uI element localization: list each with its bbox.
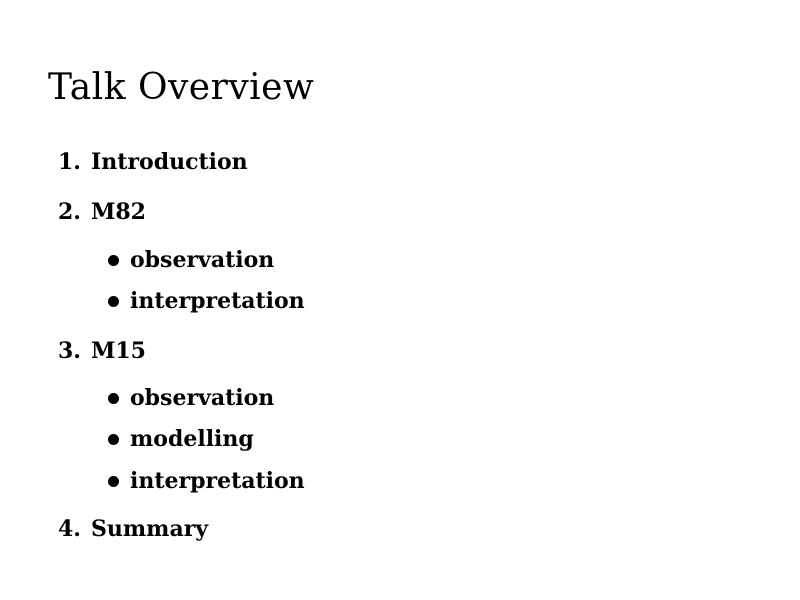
bullet-icon bbox=[108, 393, 119, 404]
subitem-label: observation bbox=[130, 385, 275, 411]
item-label: Introduction bbox=[91, 149, 248, 175]
bullet-icon bbox=[108, 476, 119, 487]
slide-title: Talk Overview bbox=[48, 67, 315, 108]
subitem-label: modelling bbox=[130, 426, 254, 452]
subitem-label: interpretation bbox=[130, 288, 305, 314]
subitem-label: interpretation bbox=[130, 468, 305, 494]
item-number: 3. bbox=[58, 338, 81, 364]
subitem-label: observation bbox=[130, 247, 275, 273]
bullet-icon bbox=[108, 434, 119, 445]
item-label: Summary bbox=[91, 516, 209, 542]
item-number: 4. bbox=[58, 516, 81, 542]
item-number: 2. bbox=[58, 199, 81, 225]
item-label: M15 bbox=[91, 338, 146, 364]
item-label: M82 bbox=[91, 199, 146, 225]
bullet-icon bbox=[108, 296, 119, 307]
bullet-icon bbox=[108, 255, 119, 266]
item-number: 1. bbox=[58, 149, 81, 175]
